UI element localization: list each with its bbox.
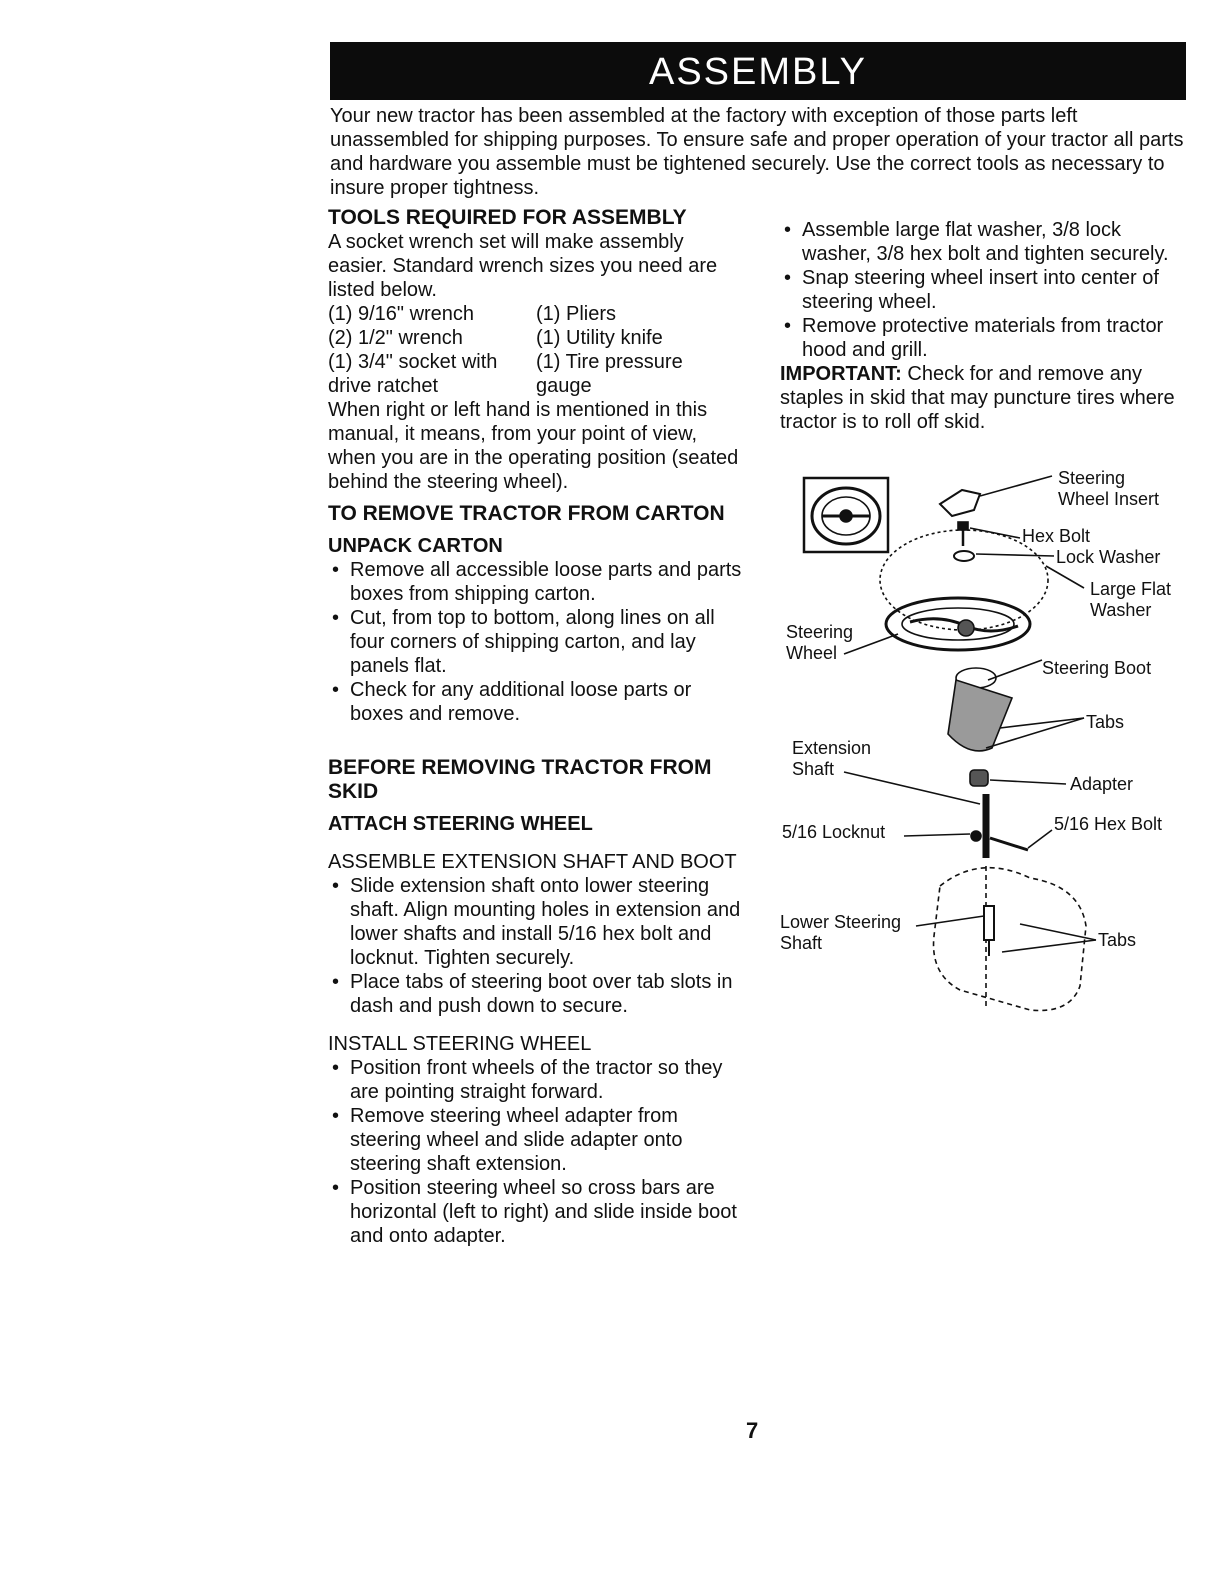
steering-boot-icon <box>948 660 1042 751</box>
tools-table <box>328 302 683 398</box>
assemble-subheading: ASSEMBLE EXTENSION SHAFT AND BOOT <box>328 851 737 873</box>
list-item: • Snap steering wheel insert into center of steering wheel. <box>780 266 1190 314</box>
remove-heading: TO REMOVE TRACTOR FROM CARTON <box>328 502 725 525</box>
section-banner: ASSEMBLY <box>330 42 1186 100</box>
steering-assembly-diagram <box>780 466 1190 1026</box>
install-subheading: INSTALL STEERING WHEEL <box>328 1033 592 1055</box>
unpack-heading: UNPACK CARTON <box>328 535 503 557</box>
label-locknut: 5/16 Locknut <box>782 822 886 842</box>
page-number: 7 <box>746 1418 759 1443</box>
tools-cell: drive ratchet <box>328 375 439 397</box>
dash-outline <box>934 866 1086 1011</box>
hex-bolt-516-icon <box>990 838 1028 850</box>
tools-cell: (1) 3/4" socket with <box>328 351 498 373</box>
list-item: • Assemble large flat washer, 3/8 lock washer, 3/8 hex bolt and tighten securely. <box>780 218 1190 266</box>
locknut-icon <box>971 831 981 841</box>
left-column <box>328 206 748 1248</box>
tools-text: A socket wrench set will make assembly easier. Standard wrench sizes you need are listed below. <box>328 231 718 301</box>
tools-row <box>328 302 683 326</box>
intro-paragraph: Your new tractor has been assembled at the factory with exception of those parts left unassembled for shipping purposes. To ensure safe and proper operation of your tractor all parts and hardware you assemble must be tightened securely. Use the correct tools as necessary to insure proper tightness. <box>330 105 1184 199</box>
before-heading: BEFORE REMOVING TRACTOR FROM SKID <box>328 756 712 803</box>
tools-cell: (2) 1/2" wrench <box>328 327 463 349</box>
label-large-flat-washer: Large Flat Washer <box>1090 579 1172 620</box>
tools-heading: TOOLS REQUIRED FOR ASSEMBLY <box>328 206 687 229</box>
label-steering-boot: Steering Boot <box>1042 658 1152 678</box>
tools-cell: (1) Utility knife <box>536 327 663 349</box>
tools-cell: gauge <box>536 375 592 397</box>
hex-bolt-icon <box>958 522 968 546</box>
tools-cell: (1) Pliers <box>536 303 617 325</box>
tools-cell: (1) 9/16" wrench <box>328 303 475 325</box>
assemble-list <box>328 874 748 1018</box>
list-item: • Position steering wheel so cross bars are horizontal (left to right) and slide inside boot and onto adapter. <box>328 1176 748 1248</box>
steering-wheel-insert-icon <box>940 490 980 516</box>
important-label: IMPORTANT: <box>780 363 902 385</box>
list-item: • Remove protective materials from tractor hood and grill. <box>780 314 1190 362</box>
label-tabs-lower: Tabs <box>1098 930 1137 950</box>
important-note <box>780 362 1190 434</box>
label-tabs-upper: Tabs <box>1086 712 1125 732</box>
tools-row <box>328 326 683 350</box>
label-steering-wheel: Steering Wheel <box>786 622 854 663</box>
steering-wheel-icon <box>886 598 1030 650</box>
unpack-list <box>328 558 748 726</box>
tools-cell: (1) Tire pressure <box>536 351 683 373</box>
install-list <box>328 1056 748 1248</box>
label-hex-bolt: Hex Bolt <box>1022 526 1091 546</box>
list-item: • Position front wheels of the tractor so they are pointing straight forward. <box>328 1056 748 1104</box>
list-item: • Slide extension shaft onto lower steering shaft. Align mounting holes in extension and lower shafts and install 5/16 hex bolt and locknut. Tighten securely. <box>328 874 748 970</box>
tools-row <box>328 350 683 374</box>
label-lower-steering-shaft: Lower Steering Shaft <box>780 912 902 953</box>
list-item: • Place tabs of steering boot over tab slots in dash and push down to secure. <box>328 970 748 1018</box>
label-adapter: Adapter <box>1070 774 1134 794</box>
label-lock-washer: Lock Washer <box>1056 547 1161 567</box>
important-text: Check for and remove any staples in skid that may puncture tires where tractor is to roll off skid. <box>780 363 1175 433</box>
list-item: • Remove all accessible loose parts and parts boxes from shipping carton. <box>328 558 748 606</box>
adapter-icon <box>970 770 1066 786</box>
list-item: • Remove steering wheel adapter from steering wheel and slide adapter onto steering shaft extension. <box>328 1104 748 1176</box>
hand-text: When right or left hand is mentioned in this manual, it means, from your point of view, when you are in the operating position (seated behind the steering wheel). <box>328 399 739 493</box>
right-column <box>780 218 1190 434</box>
label-extension-shaft: Extension Shaft <box>792 738 872 779</box>
right-list <box>780 218 1190 362</box>
inset-steering-wheel-icon <box>804 478 888 552</box>
label-hex-bolt-516: 5/16 Hex Bolt <box>1054 814 1163 834</box>
list-item: • Check for any additional loose parts or boxes and remove. <box>328 678 748 726</box>
lock-washer-icon <box>954 551 974 561</box>
label-steering-wheel-insert: Steering Wheel Insert <box>1058 468 1160 509</box>
attach-heading: ATTACH STEERING WHEEL <box>328 813 593 835</box>
list-item: • Cut, from top to bottom, along lines on all four corners of shipping carton, and lay panels flat. <box>328 606 748 678</box>
tools-row <box>328 374 683 398</box>
